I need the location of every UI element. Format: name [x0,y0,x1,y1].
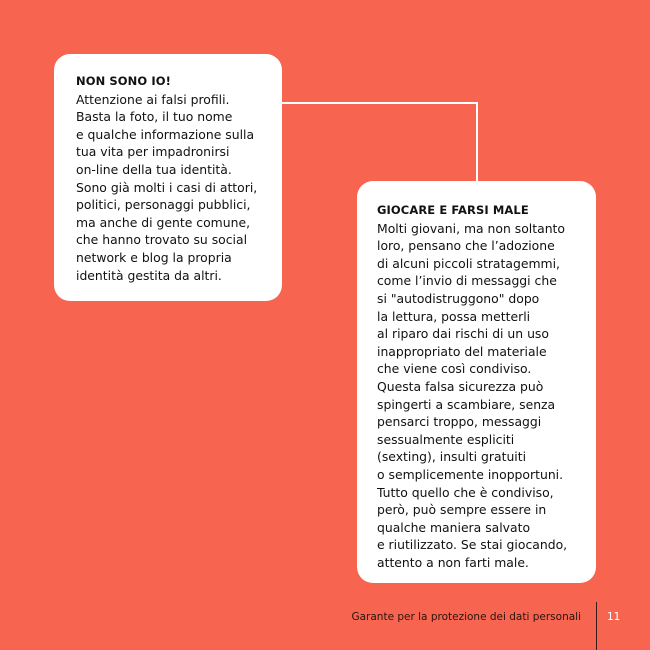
info-card-non-sono-io [54,54,282,301]
card-text-line: Molti giovani, ma non soltanto [377,220,565,236]
card-text-line: al riparo dai rischi di un uso [377,326,549,342]
card-text-line: ma anche di gente comune, [76,214,251,230]
page-footer [0,602,650,650]
card-text-line: pensarci troppo, messaggi [377,414,542,430]
card-text-line: attento a non farti male. [377,554,529,570]
card-text-line: tua vita per impadronirsi [76,144,230,160]
card-body [76,91,268,285]
card-text-line: politici, personaggi pubblici, [76,197,251,213]
card-title: NON SONO IO! [76,74,171,88]
card-text-line: loro, pensano che l’adozione [377,238,555,254]
card-text-line: Basta la foto, il tuo nome [76,109,233,125]
card-text-line: la lettura, possa metterli [377,308,531,324]
card-text-line: si "autodistruggono" dopo [377,290,540,306]
page-number: 11 [607,611,621,623]
card-text-line: network e blog la propria [76,249,232,265]
card-text-line: spingerti a scambiare, senza [377,396,556,412]
card-text-line: di alcuni piccoli stratagemmi, [377,255,560,271]
card-text-line: Sono già molti i casi di attori, [76,179,258,195]
card-text-line: che viene così condiviso. [377,361,532,377]
card-body [377,220,586,572]
card-text-line: e qualche informazione sulla [76,126,255,142]
footer-publisher-text: Garante per la protezione dei dati personali [351,611,581,623]
card-text-line: e riutilizzato. Se stai giocando, [377,537,568,553]
connector-line-horizontal [282,102,478,104]
card-text-line: qualche maniera salvato [377,519,531,535]
footer-divider [596,602,597,650]
card-text-line: on-line della tua identità. [76,161,232,177]
card-text-line: (sexting), insulti gratuiti [377,449,527,465]
card-title: GIOCARE E FARSI MALE [377,203,529,217]
card-text-line: o semplicemente inopportuni. [377,466,564,482]
card-text-line: Tutto quello che è condiviso, [377,484,554,500]
card-text-line: inappropriato del materiale [377,343,547,359]
card-text-line: che hanno trovato su social [76,232,248,248]
card-text-line: però, può sempre essere in [377,502,547,518]
card-text-line: identità gestita da altri. [76,267,222,283]
card-text-line: Attenzione ai falsi profili. [76,91,230,107]
card-text-line: sessualmente espliciti [377,431,515,447]
info-card-giocare-e-farsi-male [357,181,596,583]
connector-line-vertical [476,102,478,182]
card-text-line: Questa falsa sicurezza può [377,378,544,394]
card-text-line: come l’invio di messaggi che [377,273,557,289]
